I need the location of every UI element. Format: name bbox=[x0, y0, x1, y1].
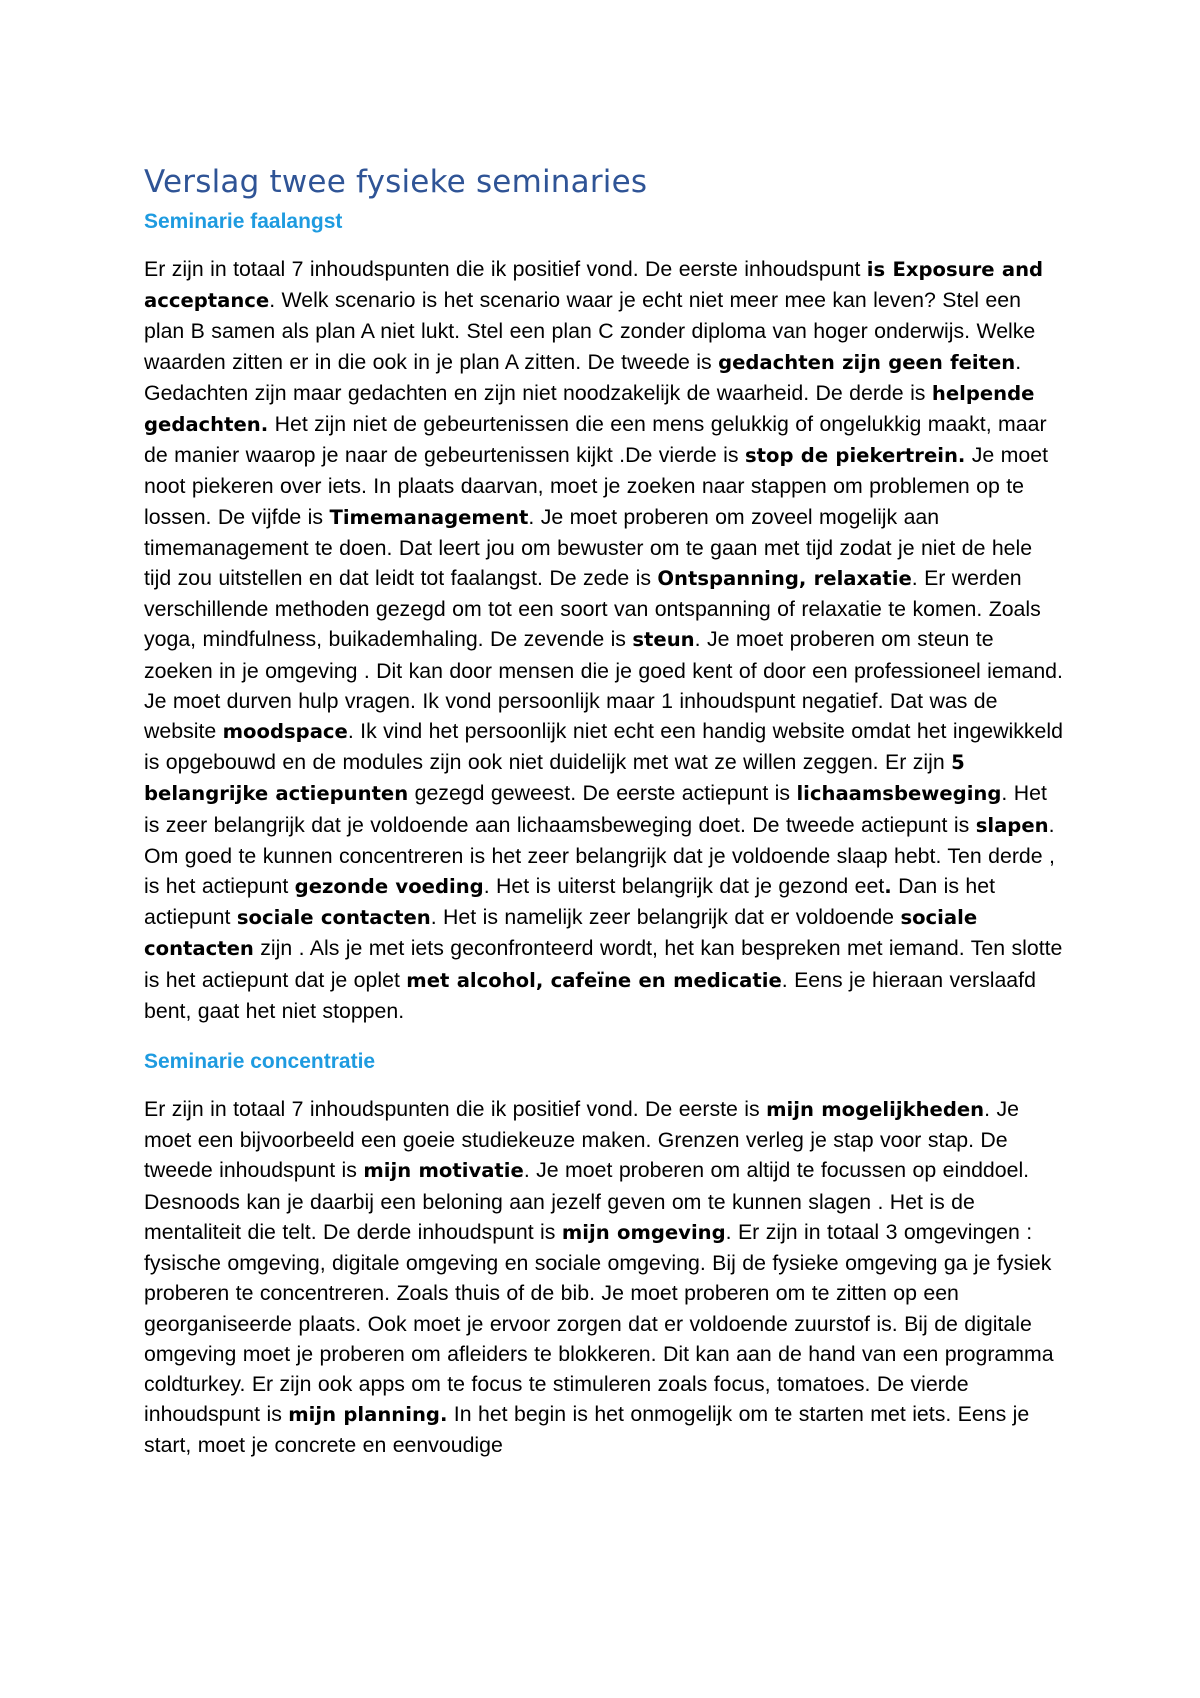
text-run: . Er werden verschillende methoden gezegd om tot een soort van ontspanning of relaxatie te komen. Zoals yoga, mindfulness, buikademhaling. De zevende is bbox=[144, 566, 1041, 652]
bold-text-run: . bbox=[884, 875, 892, 899]
text-run: . Je moet proberen om altijd te focussen op einddoel. Desnoods kan je daarbij een beloning aan jezelf geven om te kunnen slagen . Het is de mentaliteit die telt. De derde inhoudspunt is bbox=[144, 1158, 1030, 1244]
bold-text-run: Ontspanning, relaxatie bbox=[657, 567, 912, 591]
bold-text-run: moodspace bbox=[222, 720, 348, 744]
document-body bbox=[144, 162, 1064, 1461]
page-title: Verslag twee fysieke seminaries bbox=[144, 164, 648, 200]
bold-text-run: is Exposure and acceptance bbox=[144, 258, 1044, 313]
text-run: Dan is het actiepunt bbox=[144, 874, 996, 930]
paragraph-faalangst bbox=[144, 254, 1064, 1026]
bold-text-run: helpende gedachten. bbox=[144, 381, 1035, 437]
bold-text-run: mijn omgeving bbox=[561, 1220, 726, 1244]
text-run: Je moet noot piekeren over iets. In plaats daarvan, moet je zoeken naar stappen om problemen op te lossen. De vijfde is bbox=[144, 443, 1049, 529]
text-run: . Eens je hieraan verslaafd bent, gaat het niet stoppen. bbox=[144, 967, 1036, 1023]
text-run: . Het is zeer belangrijk dat je voldoende aan lichaamsbeweging doet. De tweede actiepunt is bbox=[144, 781, 1047, 837]
text-run: . Er zijn in totaal 3 omgevingen : fysische omgeving, digitale omgeving en sociale omgeving. Bij de fysieke omgeving ga je fysiek proberen te concentreren. Zoals thuis of de bib. Je moet proberen om te zitten op een georganiseerde plaats. Ook moet je ervoor zorgen dat er voldoende zuurstof is. Bij de digitale omgeving moet je proberen om afleiders te blokkeren. Dit kan aan de hand van een programma coldturkey. Er zijn ook apps om te focus te stimuleren zoals focus, tomatoes. De vierde inhoudspunt is bbox=[144, 1219, 1054, 1427]
bold-text-run: stop de piekertrein. bbox=[744, 444, 966, 468]
text-run: . Gedachten zijn maar gedachten en zijn niet noodzakelijk de waarheid. De derde is bbox=[144, 349, 1022, 405]
bold-text-run: sociale contacten bbox=[236, 906, 431, 930]
text-run: . Je moet een bijvoorbeeld een goeie studiekeuze maken. Grenzen verleg je stap voor stap. De tweede inhoudspunt is bbox=[144, 1097, 1019, 1183]
bold-text-run: mijn motivatie bbox=[363, 1159, 524, 1183]
section-heading-faalangst: Seminarie faalangst bbox=[144, 210, 343, 233]
text-run: zijn . Als je met iets geconfronteerd wordt, het kan bespreken met iemand. Ten slotte is het actiepunt dat je oplet bbox=[144, 936, 1063, 992]
text-run: In het begin is het onmogelijk om te starten met iets. Eens je start, moet je concrete en eenvoudige bbox=[144, 1402, 1030, 1458]
bold-text-run: steun bbox=[632, 628, 695, 652]
bold-text-run: 5 belangrijke actiepunten bbox=[144, 751, 965, 806]
bold-text-run: gedachten zijn geen feiten bbox=[718, 350, 1016, 374]
bold-text-run: met alcohol, cafeïne en medicatie bbox=[406, 968, 782, 992]
text-run: gezegd geweest. De eerste actiepunt is bbox=[408, 781, 797, 806]
text-run: Het zijn niet de gebeurtenissen die een mens gelukkig of ongelukkig maakt, maar de manier waarop je naar de gebeurtenissen kijkt .De vierde is bbox=[144, 412, 1047, 468]
text-run: . Je moet proberen om steun te zoeken in je omgeving . Dit kan door mensen die je goed kent of door een professioneel iemand. Je moet durven hulp vragen. Ik vond persoonlijk maar 1 inhoudspunt negatief. Dat was de website bbox=[144, 627, 1063, 744]
bold-text-run: lichaamsbeweging bbox=[796, 782, 1002, 806]
text-run: . Ik vind het persoonlijk niet echt een handig website omdat het ingewikkeld is opgebouwd en de modules zijn ook niet duidelijk met wat ze willen zeggen. Er zijn bbox=[144, 719, 1063, 775]
bold-text-run: gezonde voeding bbox=[294, 875, 484, 899]
text-run: Er zijn in totaal 7 inhoudspunten die ik positief vond. De eerste is bbox=[144, 1097, 767, 1122]
text-run: . Om goed te kunnen concentreren is het zeer belangrijk dat je voldoende slaap hebt. Ten derde , is het actiepunt bbox=[144, 812, 1055, 899]
bold-text-run: slapen bbox=[975, 813, 1049, 837]
paragraph-concentratie bbox=[144, 1094, 1064, 1460]
bold-text-run: Timemanagement bbox=[329, 505, 529, 529]
text-run: . Welk scenario is het scenario waar je echt niet meer mee kan leven? Stel een plan B samen als plan A niet lukt. Stel een plan C zonder diploma van hoger onderwijs. Welke waarden zitten er in die ook in je plan A zitten. De tweede is bbox=[144, 288, 1036, 374]
bold-text-run: sociale contacten bbox=[144, 906, 978, 961]
bold-text-run: mijn planning. bbox=[288, 1403, 448, 1427]
section-heading-concentratie: Seminarie concentratie bbox=[144, 1050, 376, 1074]
text-run: . Je moet proberen om zoveel mogelijk aan timemanagement te doen. Dat leert jou om bewuster om te gaan met tijd zodat je niet de hele tijd zou uitstellen en dat leidt tot faalangst. De zede is bbox=[144, 504, 1033, 591]
text-run: . Het is uiterst belangrijk dat je gezond eet bbox=[483, 874, 885, 899]
text-run: Er zijn in totaal 7 inhoudspunten die ik positief vond. De eerste inhoudspunt bbox=[144, 257, 867, 281]
text-run: . Het is namelijk zeer belangrijk dat er voldoende bbox=[430, 905, 901, 930]
bold-text-run: mijn mogelijkheden bbox=[766, 1098, 985, 1122]
